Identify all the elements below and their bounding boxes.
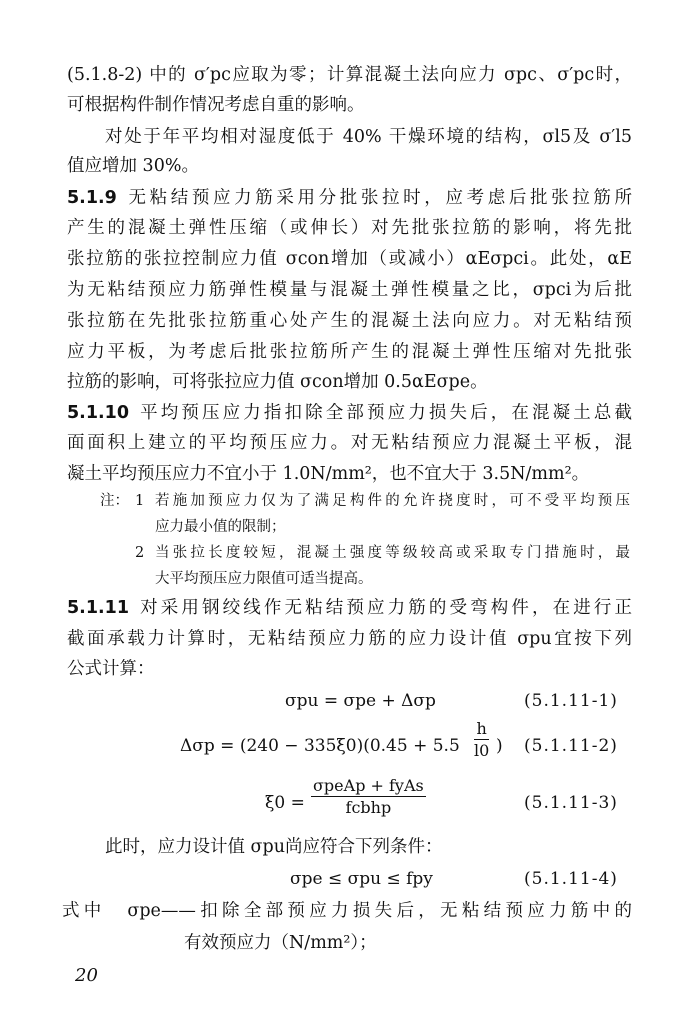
fraction-numerator: σpeAp + fyAs	[313, 776, 424, 795]
note-line: 大平均预压应力限值可适当提高。	[155, 571, 373, 587]
formula-5-1-11-1: σpu = σpe + Δσp	[285, 691, 436, 711]
fraction-numerator: h	[474, 719, 489, 740]
section-number: 5.1.10	[67, 403, 130, 423]
formula-5-1-11-2-left: Δσp = (240 − 335ξ0)(0.45 + 5.5	[180, 736, 460, 756]
text-line: 面面积上建立的平均预压应力。对无粘结预应力混凝土平板，混	[67, 433, 632, 453]
text-line: 张拉筋的张拉控制应力值 σcon增加（或减小）αEσpci。此处，αE	[67, 249, 632, 269]
note-line: 应力最小值的限制；	[155, 519, 286, 535]
note-line: 当张拉长度较短，混凝土强度等级较高或采取专门措施时，最	[155, 545, 630, 561]
text-line: 应力平板，为考虑后批张拉筋所产生的混凝土弹性压缩对先批张	[67, 342, 632, 362]
section-5-1-9-line	[67, 185, 632, 212]
text-line: 为无粘结预应力筋弹性模量与混凝土弹性模量之比，σpci为后批	[67, 280, 632, 300]
note-number: 2	[135, 545, 145, 561]
text-line: 凝土平均预压应力不宜小于 1.0N/mm²，也不宜大于 3.5N/mm²。	[67, 464, 590, 484]
note-label: 注：	[100, 493, 129, 509]
formula-5-1-11-4: σpe ≤ σpu ≤ fpy	[290, 869, 433, 889]
section-5-1-10-line	[67, 400, 632, 427]
definition-line: 式中 σpe——扣除全部预应力损失后，无粘结预应力筋中的	[62, 901, 632, 921]
text-line: 此时，应力设计值 σpu尚应符合下列条件：	[105, 837, 443, 857]
equation-number: (5.1.11-2)	[524, 736, 618, 756]
text-line: 截面承载力计算时，无粘结预应力筋的应力设计值 σpu宜按下列	[67, 629, 632, 649]
formula-5-1-11-2-right: )	[496, 736, 503, 756]
section-number: 5.1.11	[67, 598, 130, 618]
text-line: 拉筋的影响，可将张拉应力值 σcon增加 0.5αEσpe。	[67, 372, 488, 392]
text-line: 可根据构件制作情况考虑自重的影响。	[67, 95, 365, 115]
definition-line: 有效预应力（N/mm²）；	[184, 933, 377, 953]
text-line: 公式计算：	[67, 659, 155, 679]
text-line: 值应增加 30%。	[67, 156, 199, 176]
equation-number: (5.1.11-3)	[524, 793, 618, 813]
fraction-denominator: fcbhp	[345, 798, 392, 817]
page-number: 20	[75, 965, 98, 986]
note-line: 若施加预应力仅为了满足构件的允许挠度时，可不受平均预压	[155, 493, 630, 509]
fraction-denominator: l0	[474, 741, 490, 760]
equation-number: (5.1.11-4)	[524, 869, 618, 889]
section-5-1-11-line	[67, 595, 632, 622]
fraction-h-over-l0	[474, 719, 489, 760]
formula-5-1-11-3-left: ξ0 =	[265, 793, 305, 813]
note-number: 1	[135, 493, 145, 509]
text-line: 平均预压应力指扣除全部预应力损失后，在混凝土总截	[137, 403, 632, 423]
text-line: 对采用钢绞线作无粘结预应力筋的受弯构件，在进行正	[137, 598, 632, 618]
text-line: 张拉筋在先批张拉筋重心处产生的混凝土法向应力。对无粘结预	[67, 311, 632, 331]
text-line: 无粘结预应力筋采用分批张拉时，应考虑后批张拉筋所	[124, 188, 632, 208]
text-line: (5.1.8-2) 中的 σ′pc应取为零；计算混凝土法向应力 σpc、σ′pc时，	[67, 65, 632, 85]
fraction-xi0	[311, 776, 426, 817]
text-line: 产生的混凝土弹性压缩（或伸长）对先批张拉筋的影响，将先批	[67, 218, 632, 238]
section-number: 5.1.9	[67, 188, 117, 208]
text-line: 对处于年平均相对湿度低于 40% 干燥环境的结构，σl5及 σ′l5	[105, 127, 632, 147]
equation-number: (5.1.11-1)	[524, 691, 618, 711]
